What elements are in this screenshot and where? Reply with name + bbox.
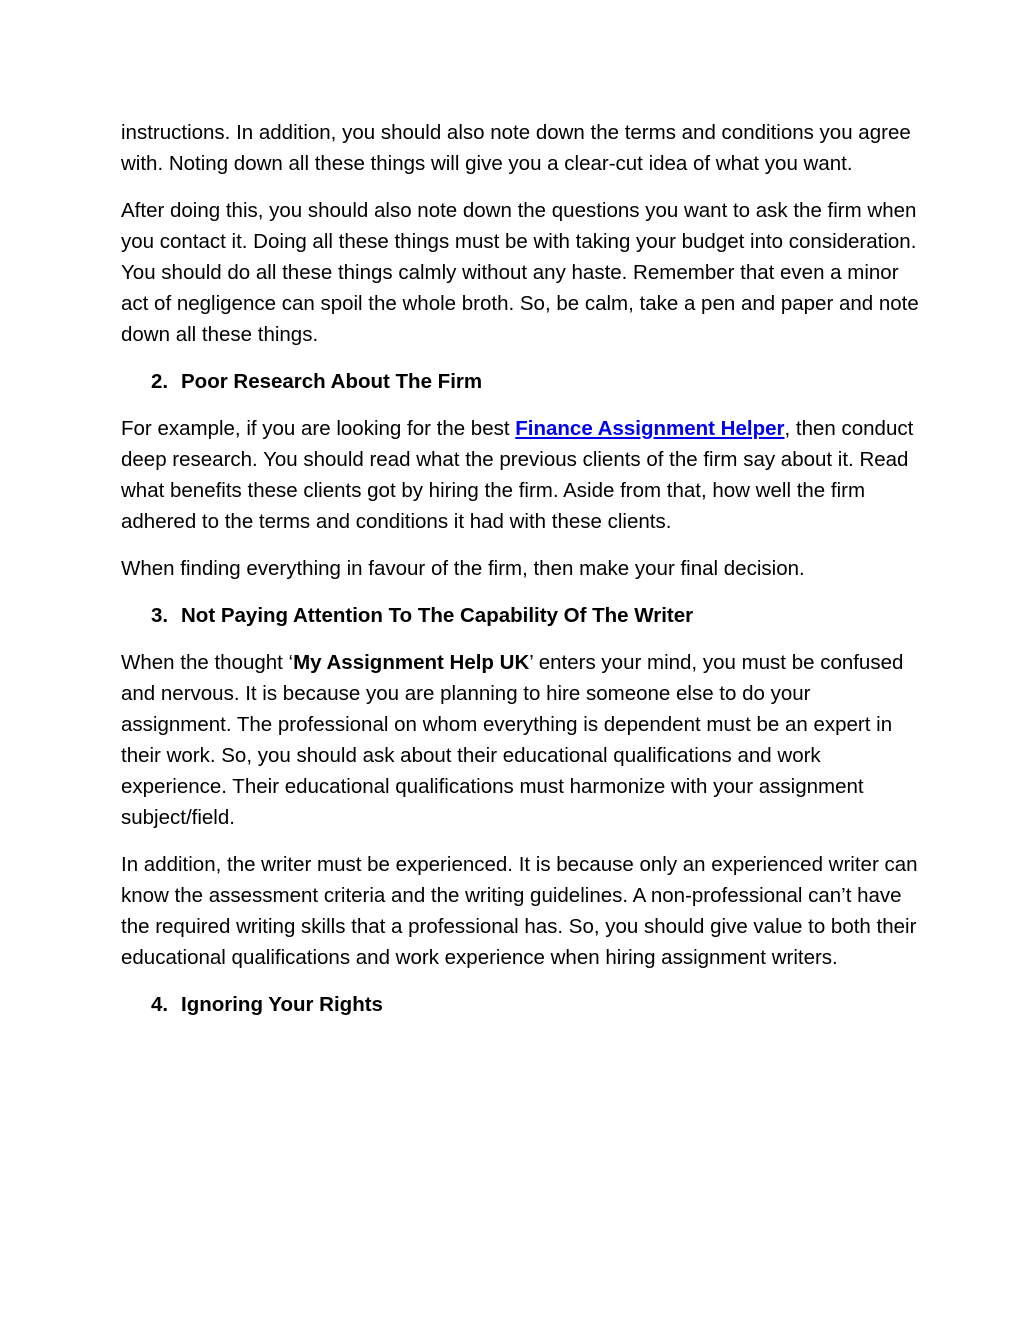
heading-number: 4. bbox=[151, 993, 169, 1016]
heading-number: 3. bbox=[151, 604, 169, 627]
heading-title: Not Paying Attention To The Capability Of The Writer bbox=[181, 604, 694, 627]
paragraph-final-decision: When finding everything in favour of the firm, then make your final decision. bbox=[121, 557, 805, 580]
paragraph-research bbox=[121, 413, 921, 537]
paragraph-text: , then conduct deep research. You should read what the previous clients of the firm say about it. Read what benefits these clients got by hiring the firm. Aside from that, how well the firm adhered to the terms and conditions it had with these clients. bbox=[121, 417, 914, 533]
paragraph-experienced-writer: In addition, the writer must be experienced. It is because only an experienced writer can know the assessment criteria and the writing guidelines. A non-professional can’t have the required writing skills that a professional has. So, you should give value to both their educational qualifications and work experience when hiring assignment writers. bbox=[121, 853, 918, 969]
heading-title: Poor Research About The Firm bbox=[181, 370, 483, 393]
paragraph-instructions: instructions. In addition, you should also note down the terms and conditions you agree with. Noting down all these things will give you a clear-cut idea of what you want. bbox=[121, 121, 911, 175]
paragraph-text: ’ enters your mind, you must be confused and nervous. It is because you are planning to hire someone else to do your assignment. The professional on whom everything is dependent must be an expert in their work. So, you should ask about their educational qualifications and work experience. Their educational qualifications must harmonize with your assignment subject/field. bbox=[121, 651, 904, 829]
finance-assignment-helper-link[interactable]: Finance Assignment Helper bbox=[515, 417, 785, 440]
document-page bbox=[121, 117, 921, 1036]
paragraph-text: For example, if you are looking for the best bbox=[121, 417, 516, 440]
heading-writer-capability bbox=[121, 600, 921, 631]
bold-phrase: My Assignment Help UK bbox=[293, 651, 530, 674]
paragraph-questions: After doing this, you should also note down the questions you want to ask the firm when you contact it. Doing all these things must be with taking your budget into consideration. You should do all these things calmly without any haste. Remember that even a minor act of negligence can spoil the whole broth. So, be calm, take a pen and paper and note down all these things. bbox=[121, 199, 919, 346]
heading-ignoring-rights bbox=[121, 989, 921, 1020]
paragraph-text: When the thought ‘ bbox=[121, 651, 294, 674]
heading-title: Ignoring Your Rights bbox=[181, 993, 383, 1016]
heading-number: 2. bbox=[151, 370, 169, 393]
paragraph-thought bbox=[121, 647, 921, 833]
heading-poor-research bbox=[121, 366, 921, 397]
